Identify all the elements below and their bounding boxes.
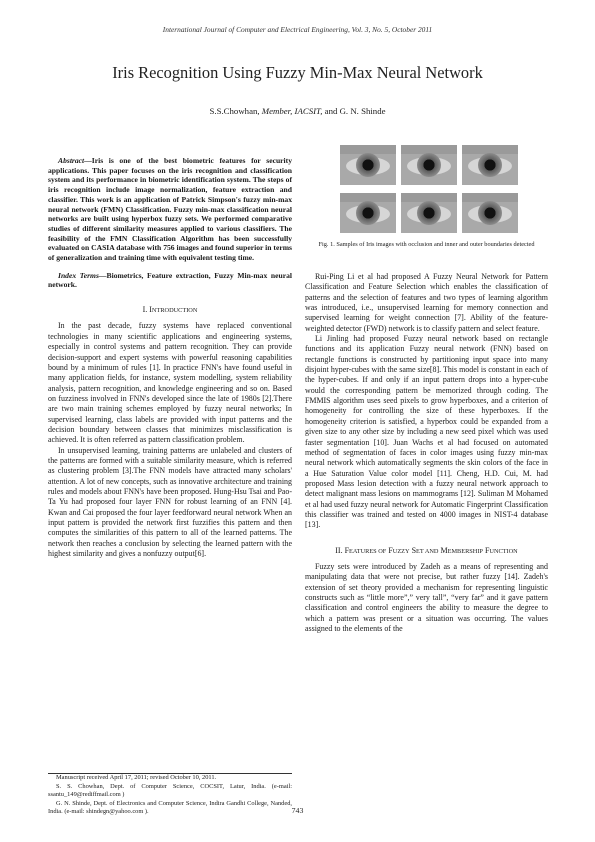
index-terms-text: —Biometrics, Feature extraction, Fuzzy Min-max neural network.: [48, 270, 293, 290]
right-column: [305, 272, 548, 634]
paragraph: In unsupervised learning, training patterns are unlabeled and clusters of the patterns are formed with a suitable similarity measure, which is referred as clustering problem [3].The FNN models have attracted many scholars' attention. A lot of new concepts, such as innovative architecture and training rules and models about FNN's have been proposed. Hung-Hsu Tsai and Pao-Ta Yu had proposed four layer FNN for robust learning of an FNN [4]. Kwan and Cai proposed the four layer feedforward neural network When an input pattern is provided the network first fuzzifies this pattern and then computes the similarities of this pattern to all of the learned patterns. The network then reaches a conclusion by selecting the learned pattern with the highest similarity and gives a nonfuzzy output[6].: [48, 445, 292, 559]
author-line: [0, 106, 595, 116]
author-2: and G. N. Shinde: [324, 106, 386, 116]
footnote-line: Manuscript received April 17, 2011; revised October 10, 2011.: [56, 774, 217, 781]
figure-caption: Fig. 1. Samples of Iris images with occlusion and inner and outer boundaries detected: [318, 241, 535, 248]
journal-header: International Journal of Computer and Electrical Engineering, Vol. 3, No. 5, October 2011: [162, 25, 433, 34]
iris-image: [401, 193, 457, 233]
author-1-role: Member, IACSIT,: [261, 106, 323, 116]
paragraph: Rui-Ping Li et al had proposed A Fuzzy Neural Network for Pattern Classification and Feature Selection which enables the classification of patterns and the selection of features and two types of learning algorithm was introduced, i.e., unsupervised learning for memory connection and supervised learning for weight connection [7]. Ability of the feature-weighted detector (FWD) network is to classify pattern and select feature.: [305, 272, 548, 333]
iris-image: [401, 145, 457, 185]
abstract-text: —Iris is one of the best biometric features for security applications. This paper focuses on the iris recognition and classification system and its performance in biometric identification system. The steps of iris recognition include image normalization, feature extraction and classifier. This work is an application of Patrick Simpson's fuzzy min-max neural network (FMN) Classification. Fuzzy min-max classification neural networks are built using hyperbox fuzzy sets. We performed comparative studies of different similarity measures applied to various classifiers. The feasibility of the FMN Classification Algorithm has been successfully evaluated on CASIA database with 756 images and found superior in terms of generalization and training time with equivalent testing time.: [48, 156, 292, 263]
left-column: [48, 156, 292, 559]
abstract: [48, 156, 292, 263]
footnote-line: S. S. Chowhan, Dept. of Computer Science, COCSIT, Latur, India. (e-mail: ssantu_149@rediffmail.com ): [48, 782, 292, 799]
index-terms-label: Index Terms: [58, 270, 99, 280]
paragraph: In the past decade, fuzzy systems have replaced conventional technologies in many scientific applications and engineering systems, especially in control systems and pattern recognition. They can provide decision-support and expert systems with powerful reasoning capabilities bound by a minimum of rules [1]. In practice FNN's have found useful in many application fields, for instance, system modelling, system reliability analysis, pattern recognition, and knowledge engineering and so on. Based on fuzziness involved in FNN's developed since the late of 1980s [2].There are two main training schemes employed by fuzzy neural networks; In supervised learning, class labels are provided with input patterns and the decision boundary between classes that minimizes misclassification is achieved. It is often referred as pattern classification problem.: [48, 321, 292, 445]
index-terms: [48, 271, 292, 290]
author-1: S.S.Chowhan,: [209, 106, 260, 116]
iris-image: [340, 193, 396, 233]
abstract-label: Abstract: [58, 156, 85, 165]
section-1-heading: I. INTRODUCTION: [142, 305, 198, 315]
iris-image: [462, 193, 518, 233]
paragraph: Fuzzy sets were introduced by Zadeh as a means of representing and manipulating data that were not precise, but rather fuzzy [14]. Zadeh's extension of set theory provided a mechanism for representing linguistic constructs such as “little more”,” very tall”, “very far” and it gave pattern classification and control engineers the ability to measure the degree to which a pattern was present or a situation was occurring. The values assigned to the elements of the: [305, 561, 548, 633]
section-2-heading: II. FEATURES OF FUZZY SET AND MEMBERSHIP FUNCTION: [335, 545, 518, 555]
footnote-line: G. N. Shinde, Dept. of Electronics and Computer Science, Indira Gandhi College, Nanded, India. (e-mail: shindegn@yahoo.com ).: [48, 799, 292, 816]
paper-title: Iris Recognition Using Fuzzy Min-Max Neural Network: [112, 63, 483, 82]
page-number: 743: [291, 806, 304, 815]
paragraph: Li Jinling had proposed Fuzzy neural network based on rectangle functions and its application Fuzzy neural network (FNN) based on rectangle functions is constructed by partitioning input space into many disjoint hyper-cubes with the same size[8]. This model is constant in each of the hyper-cubes. If and only if an input pattern drops into a hyper-cube would the corresponding pattern be memorized through coding. The FMMIS algorithm uses seed pixels to grow hyperboxes, and a criterion of homogeneity for controlling the size of these hyperboxes. If the homogeneity criterion is satisfied, a hyperbox could be expanded from a given size to any other size by including a new seed pixel which was used faster segmentation [10]. Juan Wachs et al had focused on automated method of segmentation of faces in color images using fuzzy min-max neural network which automatically segments the skin colors of the face in a Hue Saturation Value color model [11]. Cheng, H.D. Cui, M. had proposed Mass lesion detection with a fuzzy neural network approach to detect malignant mass lesions on mammograms [12]. Suliman M Mohamed et al had used fuzzy neural network for Automatic Fingerprint Classification this classifier was trained and tested on 4000 images in NIST-4 database [13].: [305, 334, 548, 530]
iris-image: [462, 145, 518, 185]
iris-image: [340, 145, 396, 185]
